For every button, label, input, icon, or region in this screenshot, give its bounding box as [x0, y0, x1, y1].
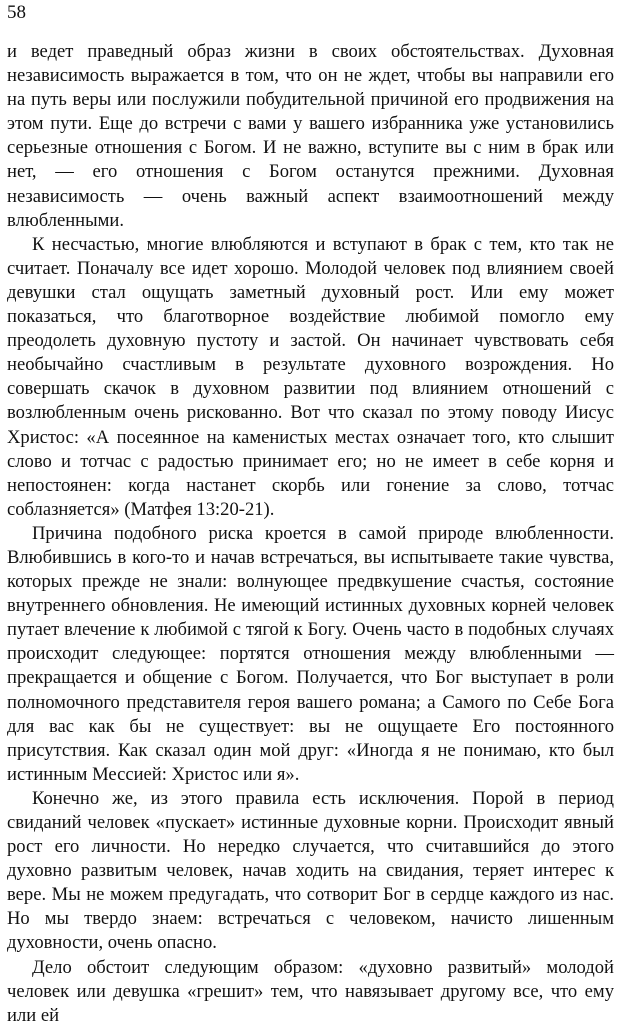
paragraph-spiritual-independence: и ведет праведный образ жизни в своих обстоятельствах. Духовная независимость выражается в том, что он не ждет, чтобы вы направили его на путь веры или послужили побудительной причиной его продвижения на этом пути. Еще до встречи с вами у вашего избранника уже установились серьезные отношения с Богом. И не важно, вступите вы с ним в брак или нет, — его отношения с Богом останутся прежними. Духовная независимость — очень важный аспект взаимоотношений между влюбленными.: [7, 41, 614, 231]
page-number: 58: [7, 2, 26, 23]
paragraph-cause-of-risk: Причина подобного риска кроется в самой природе влюбленности. Влюбившись в кого-то и начав встречаться, вы испытываете такие чувства, которых прежде не знали: волнующее предвкушение счастья, состояние внутреннего обновления. Не имеющий истинных духовных корней человек путает влечение к любимой с тягой к Богу. Очень часто в подобных случаях происходит следующее: портятся отношения между влюбленными — прекращается и общение с Богом. Получается, что Бог выступает в роли полномочного представителя героя вашего романа; а Самого по Себе Бога для вас как бы не существует: вы не ощущаете Его постоянного присутствия. Как сказал один мой друг: «Иногда я не понимаю, кто был истинным Мессией: Христос или я».: [7, 522, 614, 785]
paragraph-unfortunately: К несчастью, многие влюбляются и вступают в брак с тем, кто так не считает. Поначалу все идет хорошо. Молодой человек под влиянием своей девушки стал ощущать заметный духовный рост. Или ему может показаться, что благотворное воздействие любимой помогло ему преодолеть духовную пустоту и застой. Он начинает чувствовать себя необычайно счастливым в результате духовного возрождения. Но совершать скачок в духовном развитии под влиянием отношений с возлюбленным очень рискованно. Вот что сказал по этому поводу Иисус Христос: «А посеянное на каменистых местах означает того, кто слышит слово и тотчас с радостью принимает его; но не имеет в себе корня и непостоянен: когда настанет скорбь или гонение за слово, тотчас соблазняется» (Матфея 13:20-21).: [7, 233, 614, 520]
paragraph-matter-stands: Дело обстоит следующим образом: «духовно развитый» молодой человек или девушка «грешит» тем, что навязывает другому все, что ему или ей: [7, 956, 614, 1026]
paragraph-exceptions: Конечно же, из этого правила есть исключения. Порой в период свиданий человек «пускает» истинные духовные корни. Происходит явный рост его личности. Но нередко случается, что считавшийся до этого духовно развитым человек, начав ходить на свидания, теряет интерес к вере. Мы не можем предугадать, что сотворит Бог в сердце каждого из нас. Но мы твердо знаем: встречаться с человеком, начисто лишенным духовности, очень опасно.: [7, 787, 614, 954]
